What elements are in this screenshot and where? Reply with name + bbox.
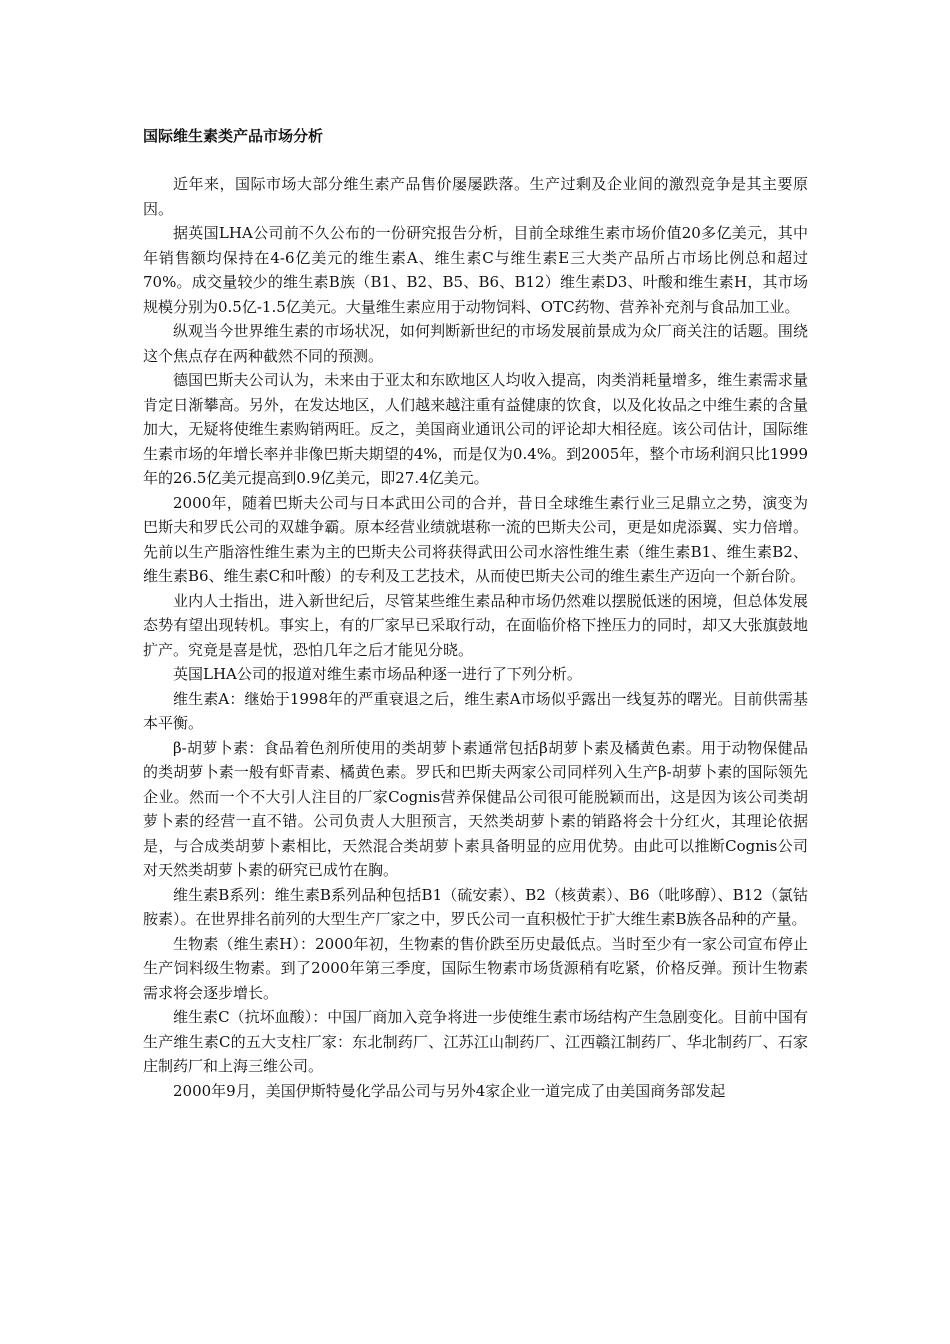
paragraph: 业内人士指出，进入新世纪后，尽管某些维生素品种市场仍然难以摆脱低迷的困境，但总体发展态势有望出现转机。事实上，有的厂家早已采取行动，在面临价格下挫压力的同时，却又大张旗鼓地扩产。究竟是喜是忧，恐怕几年之后才能见分晓。 — [143, 591, 808, 659]
paragraph: 生物素（维生素H）：2000年初，生物素的售价跌至历史最低点。当时至少有一家公司宣布停止生产饲料级生物素。到了2000年第三季度，国际生物素市场货源稍有吃紧，价格反弹。预计生物素需求将会逐步增长。 — [143, 934, 808, 1002]
paragraph: 维生素C（抗坏血酸）：中国厂商加入竞争将进一步使维生素市场结构产生急剧变化。目前中国有生产维生素C的五大支柱厂家：东北制药厂、江苏江山制药厂、江西赣江制药厂、华北制药厂、石家庄制药厂和上海三维公司。 — [143, 1008, 808, 1075]
paragraph: 据英国LHA公司前不久公布的一份研究报告分析，目前全球维生素市场价值20多亿美元，其中年销售额均保持在4-6亿美元的维生素A、维生素C与维生素E三大类产品所占市场比例总和超过70%。成交量较少的维生素B族（B1、B2、B5、B6、B12）维生素D3、叶酸和维生素H，其市场规模分别为0.5亿-1.5亿美元。大量维生素应用于动物饲料、OTC药物、营养补充剂与食品加工业。 — [143, 224, 808, 316]
paragraph: 德国巴斯夫公司认为，未来由于亚太和东欧地区人均收入提高，肉类消耗量增多，维生素需求量肯定日渐攀高。另外，在发达地区，人们越来越注重有益健康的饮食，以及化妆品之中维生素的含量加大，无疑将使维生素购销两旺。反之，美国商业通讯公司的评论却大相径庭。该公司估计，国际维生素市场的年增长率并非像巴斯夫期望的4%，而是仅为0.4%。到2005年，整个市场利润只比1999年的26.5亿美元提高到0.9亿美元，即27.4亿美元。 — [143, 371, 808, 487]
paragraph: 2000年9月，美国伊斯特曼化学品公司与另外4家企业一道完成了由美国商务部发起 — [173, 1081, 726, 1100]
document-body — [143, 172, 808, 1103]
paragraph: 纵观当今世界维生素的市场状况，如何判断新世纪的市场发展前景成为众厂商关注的话题。围绕这个焦点存在两种截然不同的预测。 — [143, 322, 808, 365]
paragraph: 维生素B系列：维生素B系列品种包括B1（硫安素）、B2（核黄素）、B6（吡哆醇）、B12（氯钴胺素）。在世界排名前列的大型生产厂家之中，罗氏公司一直积极忙于扩大维生素B族各品种的产量。 — [143, 885, 808, 928]
paragraph: 维生素A：继始于1998年的严重衰退之后，维生素A市场似乎露出一线复苏的曙光。目前供需基本平衡。 — [143, 689, 808, 732]
paragraph: 近年来，国际市场大部分维生素产品售价屡屡跌落。生产过剩及企业间的激烈竞争是其主要原因。 — [143, 175, 808, 218]
paragraph: 2000年，随着巴斯夫公司与日本武田公司的合并，昔日全球维生素行业三足鼎立之势，演变为巴斯夫和罗氏公司的双雄争霸。原本经营业绩就堪称一流的巴斯夫公司，更是如虎添翼、实力倍增。先前以生产脂溶性维生素为主的巴斯夫公司将获得武田公司水溶性维生素（维生素B1、维生素B2、维生素B6、维生素C和叶酸）的专利及工艺技术，从而使巴斯夫公司的维生素生产迈向一个新台阶。 — [143, 493, 808, 585]
paragraph: β-胡萝卜素：食品着色剂所使用的类胡萝卜素通常包括β胡萝卜素及橘黄色素。用于动物保健品的类胡萝卜素一般有虾青素、橘黄色素。罗氏和巴斯夫两家公司同样列入生产β-胡萝卜素的国际领先企业。然而一个不大引人注目的厂家Cognis营养保健品公司很可能脱颖而出，这是因为该公司类胡萝卜素的经营一直不错。公司负责人大胆预言，天然类胡萝卜素的销路将会十分红火，其理论依据是，与合成类胡萝卜素相比，天然混合类胡萝卜素具备明显的应用优势。由此可以推断Cognis公司对天然类胡萝卜素的研究已成竹在胸。 — [143, 738, 808, 879]
document-title: 国际维生素类产品市场分析 — [143, 127, 324, 145]
paragraph: 英国LHA公司的报道对维生素市场品种逐一进行了下列分析。 — [173, 665, 582, 683]
